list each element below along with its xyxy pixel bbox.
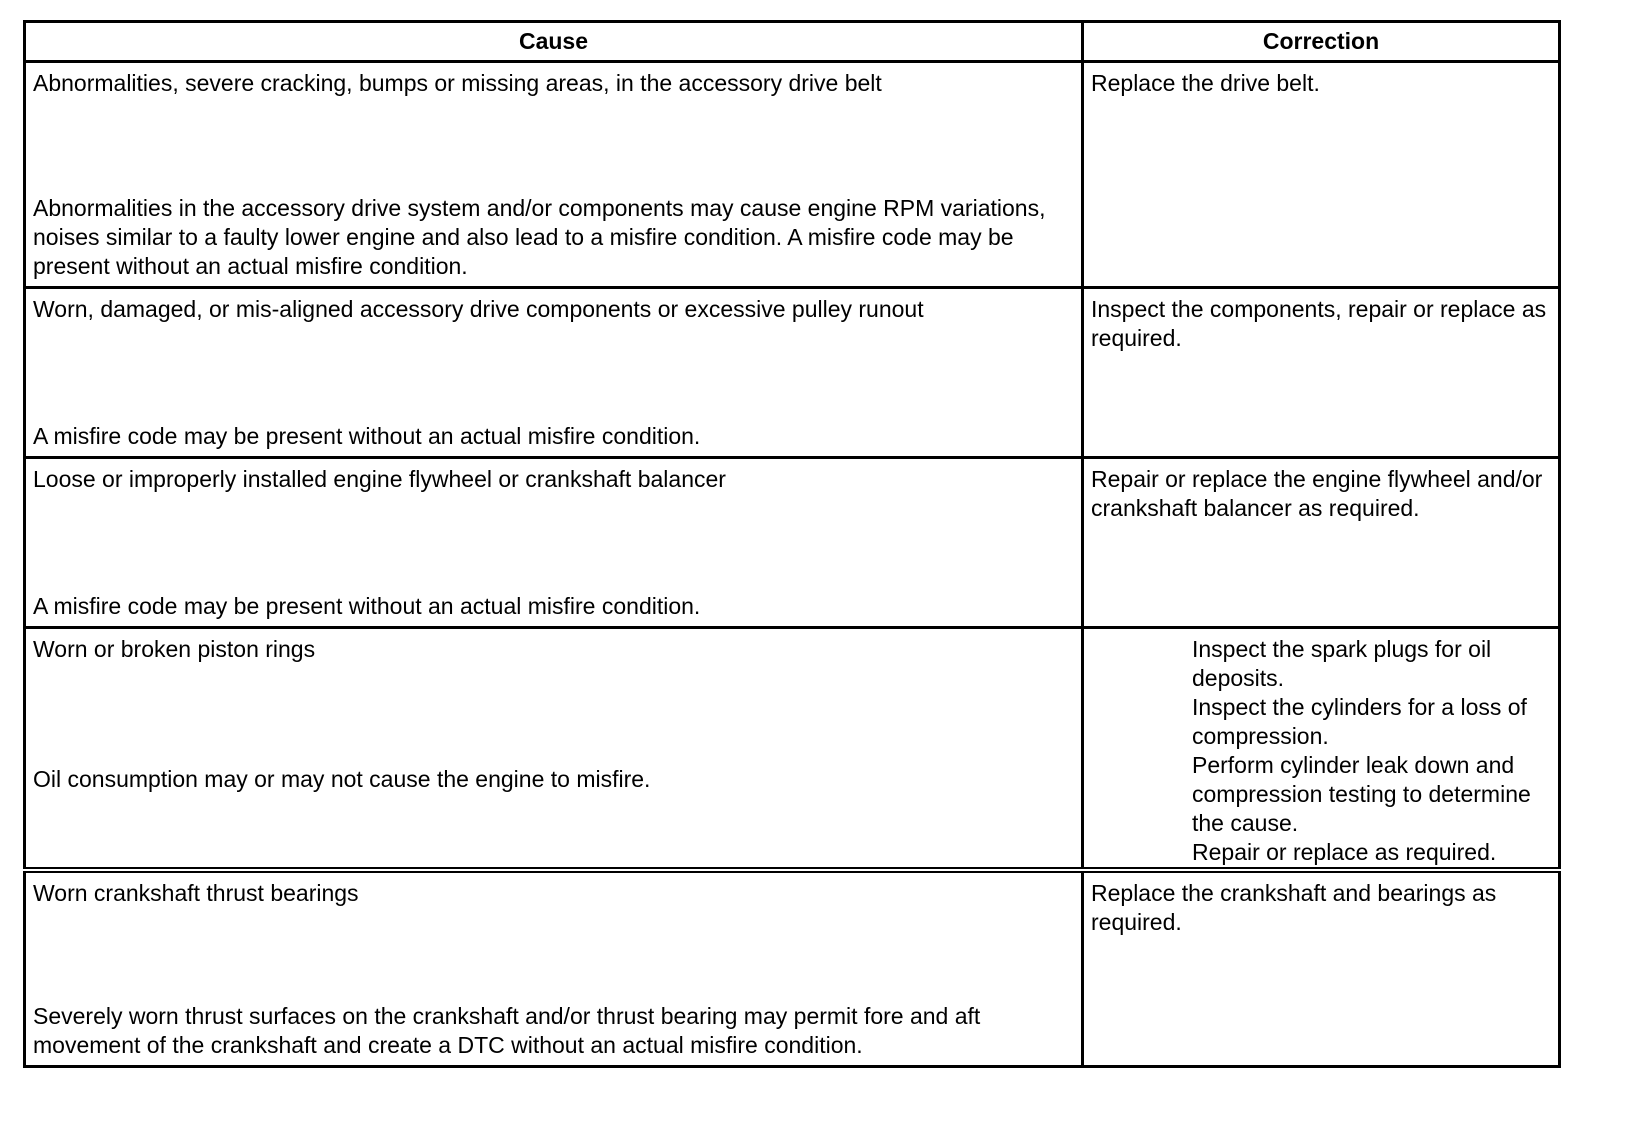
- correction-step: Perform cylinder leak down and compression testing to determine the cause.: [1192, 752, 1531, 836]
- correction-cell: Replace the crankshaft and bearings as required.: [1083, 870, 1560, 1066]
- cause-text: Loose or improperly installed engine flywheel or crankshaft balancer: [33, 466, 726, 492]
- cause-note: A misfire code may be present without an actual misfire condition.: [33, 423, 701, 449]
- cause-text: Worn, damaged, or mis-aligned accessory drive components or excessive pulley runout: [33, 296, 924, 322]
- cause-note: Oil consumption may or may not cause the engine to misfire.: [33, 766, 651, 792]
- correction-steps-list: [1091, 635, 1552, 867]
- table-row: [25, 458, 1560, 628]
- cause-cell: [25, 458, 1083, 628]
- correction-cell: Repair or replace the engine flywheel and/or crankshaft balancer as required.: [1083, 458, 1560, 628]
- table-row: [25, 628, 1560, 871]
- correction-step: Inspect the cylinders for a loss of compression.: [1192, 694, 1527, 749]
- correction-cell: Inspect the components, repair or replace as required.: [1083, 288, 1560, 458]
- header-correction: Correction: [1083, 22, 1560, 62]
- cause-cell: [25, 288, 1083, 458]
- cause-cell: [25, 628, 1083, 871]
- cause-text: Worn or broken piston rings: [33, 636, 316, 662]
- correction-step: Inspect the spark plugs for oil deposits.: [1192, 636, 1492, 691]
- cause-note: A misfire code may be present without an actual misfire condition.: [33, 593, 701, 619]
- header-cause: Cause: [25, 22, 1083, 62]
- table-row: [25, 62, 1560, 288]
- correction-cell: [1083, 628, 1560, 871]
- cause-text: Worn crankshaft thrust bearings: [33, 880, 359, 906]
- cause-note: Severely worn thrust surfaces on the crankshaft and/or thrust bearing may permit fore and aft movement of the crankshaft and create a DTC without an actual misfire condition.: [33, 1002, 981, 1058]
- cause-text: Abnormalities, severe cracking, bumps or missing areas, in the accessory drive belt: [33, 70, 882, 96]
- cause-cell: [25, 62, 1083, 288]
- cause-cell: [25, 870, 1083, 1066]
- table-header-row: [25, 22, 1560, 62]
- cause-note: Abnormalities in the accessory drive system and/or components may cause engine RPM variations, noises similar to a faulty lower engine and also lead to a misfire condition. A misfire code may be present without an actual misfire condition.: [33, 195, 1046, 279]
- table-row: [25, 870, 1560, 1066]
- correction-step: Repair or replace as required.: [1192, 839, 1497, 865]
- correction-cell: Replace the drive belt.: [1083, 62, 1560, 288]
- table-row: [25, 288, 1560, 458]
- cause-correction-table: [23, 20, 1561, 1068]
